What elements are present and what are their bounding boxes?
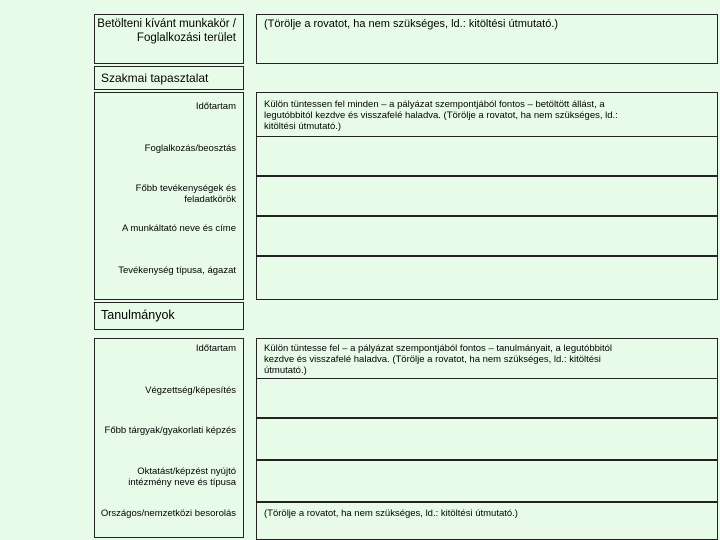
experience-value-duration[interactable]: Külön tüntessen fel minden – a pályázat szempontjából fontos – betöltött állást, a legutóbbitól kezdve és visszafelé haladva. (Törölje a rovatot, ha nem szükséges, ld.: kitöltési útmutató.): [264, 99, 618, 132]
experience-label-position: Foglalkozás/beosztás: [144, 143, 236, 154]
experience-field-activities[interactable]: [256, 176, 718, 216]
experience-heading: Szakmai tapasztalat: [94, 66, 244, 90]
education-field-qualification[interactable]: [256, 378, 718, 418]
education-label-institution: Oktatást/képzést nyújtó intézmény neve és típusa: [128, 466, 236, 488]
education-label-classification: Országos/nemzetközi besorolás: [100, 508, 236, 519]
experience-field-employer[interactable]: [256, 216, 718, 256]
top-label: Betölteni kívánt munkakör / Foglalkozási terület: [97, 18, 236, 44]
education-value-duration[interactable]: Külön tüntesse fel – a pályázat szempontjából fontos – tanulmányait, a legutóbbitól kezdve és visszafelé haladva. (Törölje a rovatot, ha nem szükséges, ld.: kitöltési útmutató.): [264, 343, 613, 376]
experience-label-sector: Tevékenység típusa, ágazat: [118, 265, 236, 276]
education-field-subjects[interactable]: [256, 418, 718, 460]
education-label-duration: Időtartam: [195, 343, 236, 354]
experience-label-duration: Időtartam: [195, 101, 236, 112]
education-label-subjects: Főbb tárgyak/gyakorlati képzés: [104, 425, 236, 436]
experience-label-activities: Főbb tevékenységek és feladatkörök: [135, 183, 236, 205]
experience-label-employer: A munkáltató neve és címe: [121, 223, 236, 234]
experience-field-position[interactable]: [256, 136, 718, 176]
education-label-qualification: Végzettség/képesítés: [145, 385, 236, 396]
top-value: (Törölje a rovatot, ha nem szükséges, ld.: kitöltési útmutató.): [264, 18, 559, 30]
education-field-institution[interactable]: [256, 460, 718, 502]
education-value-classification: (Törölje a rovatot, ha nem szükséges, ld.: kitöltési útmutató.): [264, 508, 518, 519]
experience-field-sector[interactable]: [256, 256, 718, 300]
education-heading: Tanulmányok: [94, 302, 244, 330]
